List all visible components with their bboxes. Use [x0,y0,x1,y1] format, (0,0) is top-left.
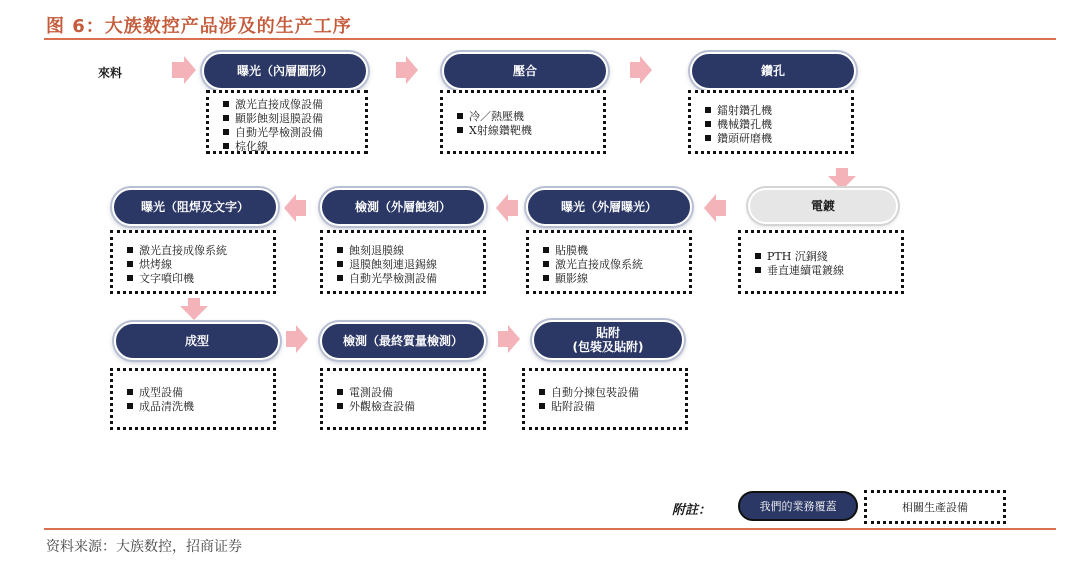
list-item: 顯影線 [543,272,689,286]
list-item: 激光直接成像系統 [543,258,689,272]
list-item: 外觀檢查設備 [337,400,483,414]
equipment-box-final-inspection [320,368,486,430]
arrow-step1-to-step2 [396,56,418,84]
step-pill-packaging [532,320,684,360]
list-item: 冷／熱壓機 [457,110,603,124]
arrow-step2-to-step3 [630,56,652,84]
step-pill-plating: 電鍍 [748,188,898,224]
list-item: 自動光學檢測設備 [337,272,483,286]
source-note: 资料来源：大族数控，招商证券 [46,539,242,555]
equipment-box-exposure-inner [206,90,368,154]
list-item: 貼附設備 [539,400,685,414]
arrow-step3-to-step4 [828,168,856,190]
arrow-step7-to-step8 [180,298,208,320]
arrow-step8-to-step9 [286,325,308,353]
list-item: 垂直連續電鍍線 [755,264,901,278]
list-item: 烘烤線 [127,258,273,272]
footer-rule [44,528,1056,530]
equipment-box-exposure-outer [526,230,692,294]
arrow-step5-to-step6 [496,194,518,222]
list-item: 自動光學檢測設備 [223,126,365,140]
list-item: 激光直接成像系統 [127,244,273,258]
step-pill-lamination: 壓合 [442,52,608,90]
list-item: 蝕刻退膜線 [337,244,483,258]
packaging-label-line1: 貼附 [595,326,620,340]
list-item: 貼膜機 [543,244,689,258]
list-item: PTH 沉銅綫 [755,250,901,264]
step-pill-exposure-outer: 曝光（外層曝光） [526,188,692,226]
list-item: 鑽頭研磨機 [705,132,851,146]
legend-business-coverage: 我們的業務覆蓋 [738,491,858,521]
list-item: 顯影蝕刻退膜設備 [223,112,365,126]
list-item: 鐳射鑽孔機 [705,104,851,118]
arrow-start-to-step1 [172,56,196,84]
list-item: 機械鑽孔機 [705,118,851,132]
equipment-box-drilling [688,90,854,154]
list-item: X射線鑽靶機 [457,124,603,138]
legend-related-equipment: 相關生產設備 [864,490,1006,524]
equipment-box-outer-etch-inspection [320,230,486,294]
equipment-box-packaging [522,368,688,430]
step-pill-solder-mask-exposure: 曝光（阻焊及文字） [112,188,278,226]
step-pill-exposure-inner: 曝光（內層圖形） [202,52,368,90]
equipment-box-plating [738,230,904,294]
equipment-box-solder-mask-exposure [110,230,276,294]
list-item: 激光直接成像設備 [223,98,365,112]
step-pill-final-inspection: 檢測（最終質量檢測） [320,322,486,360]
list-item: 成品清洗機 [127,400,273,414]
step-pill-outer-etch-inspection: 檢測（外層蝕刻） [320,188,486,226]
list-item: 電測設備 [337,386,483,400]
arrow-step9-to-step10 [498,325,520,353]
list-item: 成型設備 [127,386,273,400]
legend-note-label: 附註： [672,503,712,518]
packaging-label-line2: (包裝及貼附) [572,340,644,354]
equipment-box-forming [110,368,276,430]
figure-title: 图 6：大族数控产品涉及的生产工序 [46,16,352,37]
equipment-box-lamination [440,90,606,154]
arrow-step6-to-step7 [284,194,306,222]
arrow-step4-to-step5 [704,194,726,222]
list-item: 文字噴印機 [127,272,273,286]
step-pill-drilling: 鑽孔 [690,52,856,90]
list-item: 自動分揀包裝設備 [539,386,685,400]
step-pill-forming: 成型 [114,322,280,360]
list-item: 退膜蝕刻連退錫線 [337,258,483,272]
list-item: 棕化線 [223,140,365,154]
start-label: 來料 [98,66,123,80]
